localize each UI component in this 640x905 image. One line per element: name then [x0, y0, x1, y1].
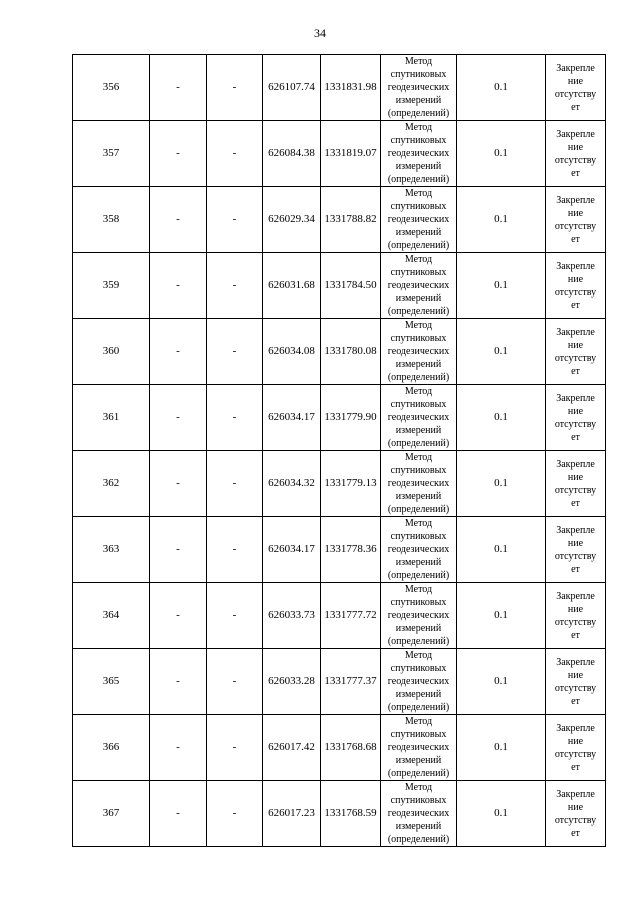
method-cell [381, 55, 457, 121]
y-coordinate-cell-text: 1331779.90 [324, 411, 377, 423]
precision-cell [457, 187, 546, 253]
dash-cell [150, 385, 207, 451]
fixing-cell-text: Закрепле ние отсутству ет [554, 392, 597, 443]
method-cell [381, 451, 457, 517]
dash-cell-text: - [176, 477, 180, 489]
y-coordinate-cell-text: 1331768.68 [324, 741, 377, 753]
x-coordinate-cell-text: 626034.17 [268, 543, 315, 555]
x-coordinate-cell [263, 715, 321, 781]
table-row [73, 517, 606, 583]
precision-cell [457, 55, 546, 121]
method-cell-text: Метод спутниковых геодезических измерений (определений) [387, 782, 450, 845]
point-number-cell [73, 781, 150, 847]
method-cell-text: Метод спутниковых геодезических измерений (определений) [387, 122, 450, 185]
fixing-cell [546, 583, 606, 649]
precision-cell [457, 649, 546, 715]
precision-cell-text: 0.1 [494, 609, 508, 621]
dash-cell [150, 121, 207, 187]
method-cell [381, 781, 457, 847]
page-number: 34 [314, 26, 326, 40]
table-row [73, 583, 606, 649]
y-coordinate-cell [321, 319, 381, 385]
fixing-cell-text: Закрепле ние отсутству ет [554, 788, 597, 839]
point-number-cell-text: 360 [102, 345, 120, 357]
point-number-cell-text: 364 [102, 609, 120, 621]
y-coordinate-cell [321, 451, 381, 517]
x-coordinate-cell-text: 626084.38 [268, 147, 315, 159]
precision-cell [457, 517, 546, 583]
precision-cell-text: 0.1 [494, 345, 508, 357]
precision-cell-text: 0.1 [494, 213, 508, 225]
method-cell [381, 385, 457, 451]
dash-cell-text: - [232, 147, 237, 159]
precision-cell-text: 0.1 [494, 543, 508, 555]
point-number-cell [73, 583, 150, 649]
dash-cell [207, 253, 263, 319]
precision-cell [457, 715, 546, 781]
point-number-cell-text: 362 [102, 477, 120, 489]
y-coordinate-cell [321, 121, 381, 187]
dash-cell [207, 319, 263, 385]
dash-cell-text: - [176, 807, 180, 819]
point-number-cell-text: 365 [102, 675, 120, 687]
x-coordinate-cell-text: 626034.32 [268, 477, 315, 489]
coordinates-table [72, 54, 606, 847]
x-coordinate-cell [263, 451, 321, 517]
fixing-cell-text: Закрепле ние отсутству ет [554, 656, 597, 707]
dash-cell-text: - [232, 807, 237, 819]
method-cell-text: Метод спутниковых геодезических измерений (определений) [387, 518, 450, 581]
y-coordinate-cell-text: 1331778.36 [324, 543, 377, 555]
y-coordinate-cell-text: 1331831.98 [324, 81, 377, 93]
dash-cell [150, 781, 207, 847]
dash-cell-text: - [232, 411, 237, 423]
method-cell-text: Метод спутниковых геодезических измерений (определений) [387, 188, 450, 251]
y-coordinate-cell [321, 583, 381, 649]
x-coordinate-cell-text: 626031.68 [268, 279, 315, 291]
method-cell [381, 715, 457, 781]
point-number-cell [73, 187, 150, 253]
dash-cell-text: - [232, 675, 237, 687]
point-number-cell [73, 451, 150, 517]
dash-cell-text: - [176, 279, 180, 291]
x-coordinate-cell-text: 626017.23 [268, 807, 315, 819]
y-coordinate-cell-text: 1331784.50 [324, 279, 377, 291]
fixing-cell [546, 253, 606, 319]
dash-cell [150, 649, 207, 715]
dash-cell [207, 55, 263, 121]
y-coordinate-cell [321, 253, 381, 319]
x-coordinate-cell [263, 517, 321, 583]
x-coordinate-cell-text: 626029.34 [268, 213, 315, 225]
y-coordinate-cell [321, 781, 381, 847]
method-cell [381, 121, 457, 187]
table-row [73, 253, 606, 319]
fixing-cell [546, 781, 606, 847]
dash-cell-text: - [176, 609, 180, 621]
method-cell-text: Метод спутниковых геодезических измерений (определений) [387, 716, 450, 779]
x-coordinate-cell-text: 626033.28 [268, 675, 315, 687]
x-coordinate-cell-text: 626034.08 [268, 345, 315, 357]
y-coordinate-cell-text: 1331819.07 [324, 147, 377, 159]
method-cell [381, 583, 457, 649]
table-row [73, 121, 606, 187]
x-coordinate-cell-text: 626107.74 [268, 81, 315, 93]
fixing-cell [546, 649, 606, 715]
point-number-cell [73, 649, 150, 715]
dash-cell [150, 319, 207, 385]
method-cell-text: Метод спутниковых геодезических измерений (определений) [387, 254, 450, 317]
point-number-cell [73, 121, 150, 187]
y-coordinate-cell-text: 1331779.13 [324, 477, 377, 489]
method-cell-text: Метод спутниковых геодезических измерений (определений) [387, 386, 450, 449]
fixing-cell [546, 517, 606, 583]
y-coordinate-cell-text: 1331777.72 [324, 609, 377, 621]
point-number-cell [73, 385, 150, 451]
x-coordinate-cell-text: 626034.17 [268, 411, 315, 423]
precision-cell [457, 781, 546, 847]
precision-cell [457, 583, 546, 649]
point-number-cell-text: 356 [102, 81, 120, 93]
dash-cell-text: - [232, 741, 237, 753]
fixing-cell-text: Закрепле ние отсутству ет [554, 128, 597, 179]
method-cell-text: Метод спутниковых геодезических измерений (определений) [387, 584, 450, 647]
fixing-cell-text: Закрепле ние отсутству ет [554, 458, 597, 509]
x-coordinate-cell [263, 781, 321, 847]
x-coordinate-cell [263, 649, 321, 715]
method-cell-text: Метод спутниковых геодезических измерений (определений) [387, 320, 450, 383]
table-row [73, 715, 606, 781]
precision-cell-text: 0.1 [494, 675, 508, 687]
dash-cell [150, 451, 207, 517]
x-coordinate-cell [263, 253, 321, 319]
precision-cell [457, 451, 546, 517]
method-cell [381, 253, 457, 319]
y-coordinate-cell [321, 385, 381, 451]
dash-cell-text: - [232, 213, 237, 225]
y-coordinate-cell [321, 649, 381, 715]
dash-cell-text: - [176, 345, 180, 357]
dash-cell [207, 517, 263, 583]
fixing-cell-text: Закрепле ние отсутству ет [554, 722, 597, 773]
precision-cell [457, 253, 546, 319]
point-number-cell-text: 359 [102, 279, 120, 291]
precision-cell-text: 0.1 [494, 807, 508, 819]
dash-cell [150, 583, 207, 649]
method-cell-text: Метод спутниковых геодезических измерений (определений) [387, 56, 450, 119]
point-number-cell-text: 357 [102, 147, 120, 159]
method-cell-text: Метод спутниковых геодезических измерений (определений) [387, 650, 450, 713]
dash-cell [207, 121, 263, 187]
table-body [73, 55, 606, 847]
dash-cell-text: - [176, 675, 180, 687]
point-number-cell-text: 367 [102, 807, 120, 819]
table-row [73, 781, 606, 847]
dash-cell-text: - [176, 81, 180, 93]
dash-cell [150, 253, 207, 319]
x-coordinate-cell-text: 626033.73 [268, 609, 315, 621]
dash-cell [207, 385, 263, 451]
dash-cell-text: - [176, 411, 180, 423]
x-coordinate-cell [263, 319, 321, 385]
point-number-cell-text: 366 [102, 741, 120, 753]
dash-cell-text: - [176, 741, 180, 753]
dash-cell [150, 517, 207, 583]
method-cell [381, 649, 457, 715]
x-coordinate-cell [263, 121, 321, 187]
precision-cell-text: 0.1 [494, 279, 508, 291]
point-number-cell [73, 517, 150, 583]
precision-cell-text: 0.1 [494, 147, 508, 159]
point-number-cell [73, 55, 150, 121]
y-coordinate-cell [321, 517, 381, 583]
fixing-cell-text: Закрепле ние отсутству ет [554, 62, 597, 113]
x-coordinate-cell [263, 583, 321, 649]
fixing-cell [546, 121, 606, 187]
y-coordinate-cell [321, 715, 381, 781]
fixing-cell-text: Закрепле ние отсутству ет [554, 260, 597, 311]
dash-cell [207, 715, 263, 781]
x-coordinate-cell [263, 187, 321, 253]
dash-cell [207, 583, 263, 649]
fixing-cell-text: Закрепле ние отсутству ет [554, 590, 597, 641]
x-coordinate-cell-text: 626017.42 [268, 741, 315, 753]
precision-cell [457, 319, 546, 385]
y-coordinate-cell [321, 55, 381, 121]
fixing-cell [546, 187, 606, 253]
table-row [73, 385, 606, 451]
point-number-cell [73, 253, 150, 319]
point-number-cell-text: 361 [102, 411, 120, 423]
fixing-cell [546, 385, 606, 451]
precision-cell [457, 385, 546, 451]
table-row [73, 55, 606, 121]
point-number-cell [73, 715, 150, 781]
table-row [73, 451, 606, 517]
dash-cell-text: - [232, 81, 237, 93]
fixing-cell-text: Закрепле ние отсутству ет [554, 524, 597, 575]
method-cell-text: Метод спутниковых геодезических измерений (определений) [387, 452, 450, 515]
point-number-cell-text: 363 [102, 543, 120, 555]
method-cell [381, 319, 457, 385]
dash-cell [207, 649, 263, 715]
y-coordinate-cell-text: 1331777.37 [324, 675, 377, 687]
fixing-cell [546, 55, 606, 121]
precision-cell-text: 0.1 [494, 477, 508, 489]
dash-cell-text: - [176, 543, 180, 555]
method-cell [381, 517, 457, 583]
y-coordinate-cell [321, 187, 381, 253]
table-row [73, 187, 606, 253]
dash-cell [207, 781, 263, 847]
dash-cell [150, 187, 207, 253]
dash-cell [150, 715, 207, 781]
point-number-cell-text: 358 [102, 213, 120, 225]
dash-cell [150, 55, 207, 121]
x-coordinate-cell [263, 385, 321, 451]
table-row [73, 319, 606, 385]
table-row [73, 649, 606, 715]
dash-cell-text: - [232, 609, 237, 621]
precision-cell [457, 121, 546, 187]
y-coordinate-cell-text: 1331780.08 [324, 345, 377, 357]
y-coordinate-cell-text: 1331788.82 [324, 213, 377, 225]
fixing-cell [546, 319, 606, 385]
point-number-cell [73, 319, 150, 385]
fixing-cell-text: Закрепле ние отсутству ет [554, 194, 597, 245]
fixing-cell-text: Закрепле ние отсутству ет [554, 326, 597, 377]
precision-cell-text: 0.1 [494, 741, 508, 753]
method-cell [381, 187, 457, 253]
dash-cell [207, 451, 263, 517]
y-coordinate-cell-text: 1331768.59 [324, 807, 377, 819]
precision-cell-text: 0.1 [494, 81, 508, 93]
dash-cell-text: - [176, 213, 180, 225]
precision-cell-text: 0.1 [494, 411, 508, 423]
fixing-cell [546, 451, 606, 517]
dash-cell-text: - [232, 477, 237, 489]
dash-cell-text: - [232, 279, 237, 291]
x-coordinate-cell [263, 55, 321, 121]
dash-cell-text: - [176, 147, 180, 159]
dash-cell-text: - [232, 543, 237, 555]
dash-cell-text: - [232, 345, 237, 357]
fixing-cell [546, 715, 606, 781]
dash-cell [207, 187, 263, 253]
